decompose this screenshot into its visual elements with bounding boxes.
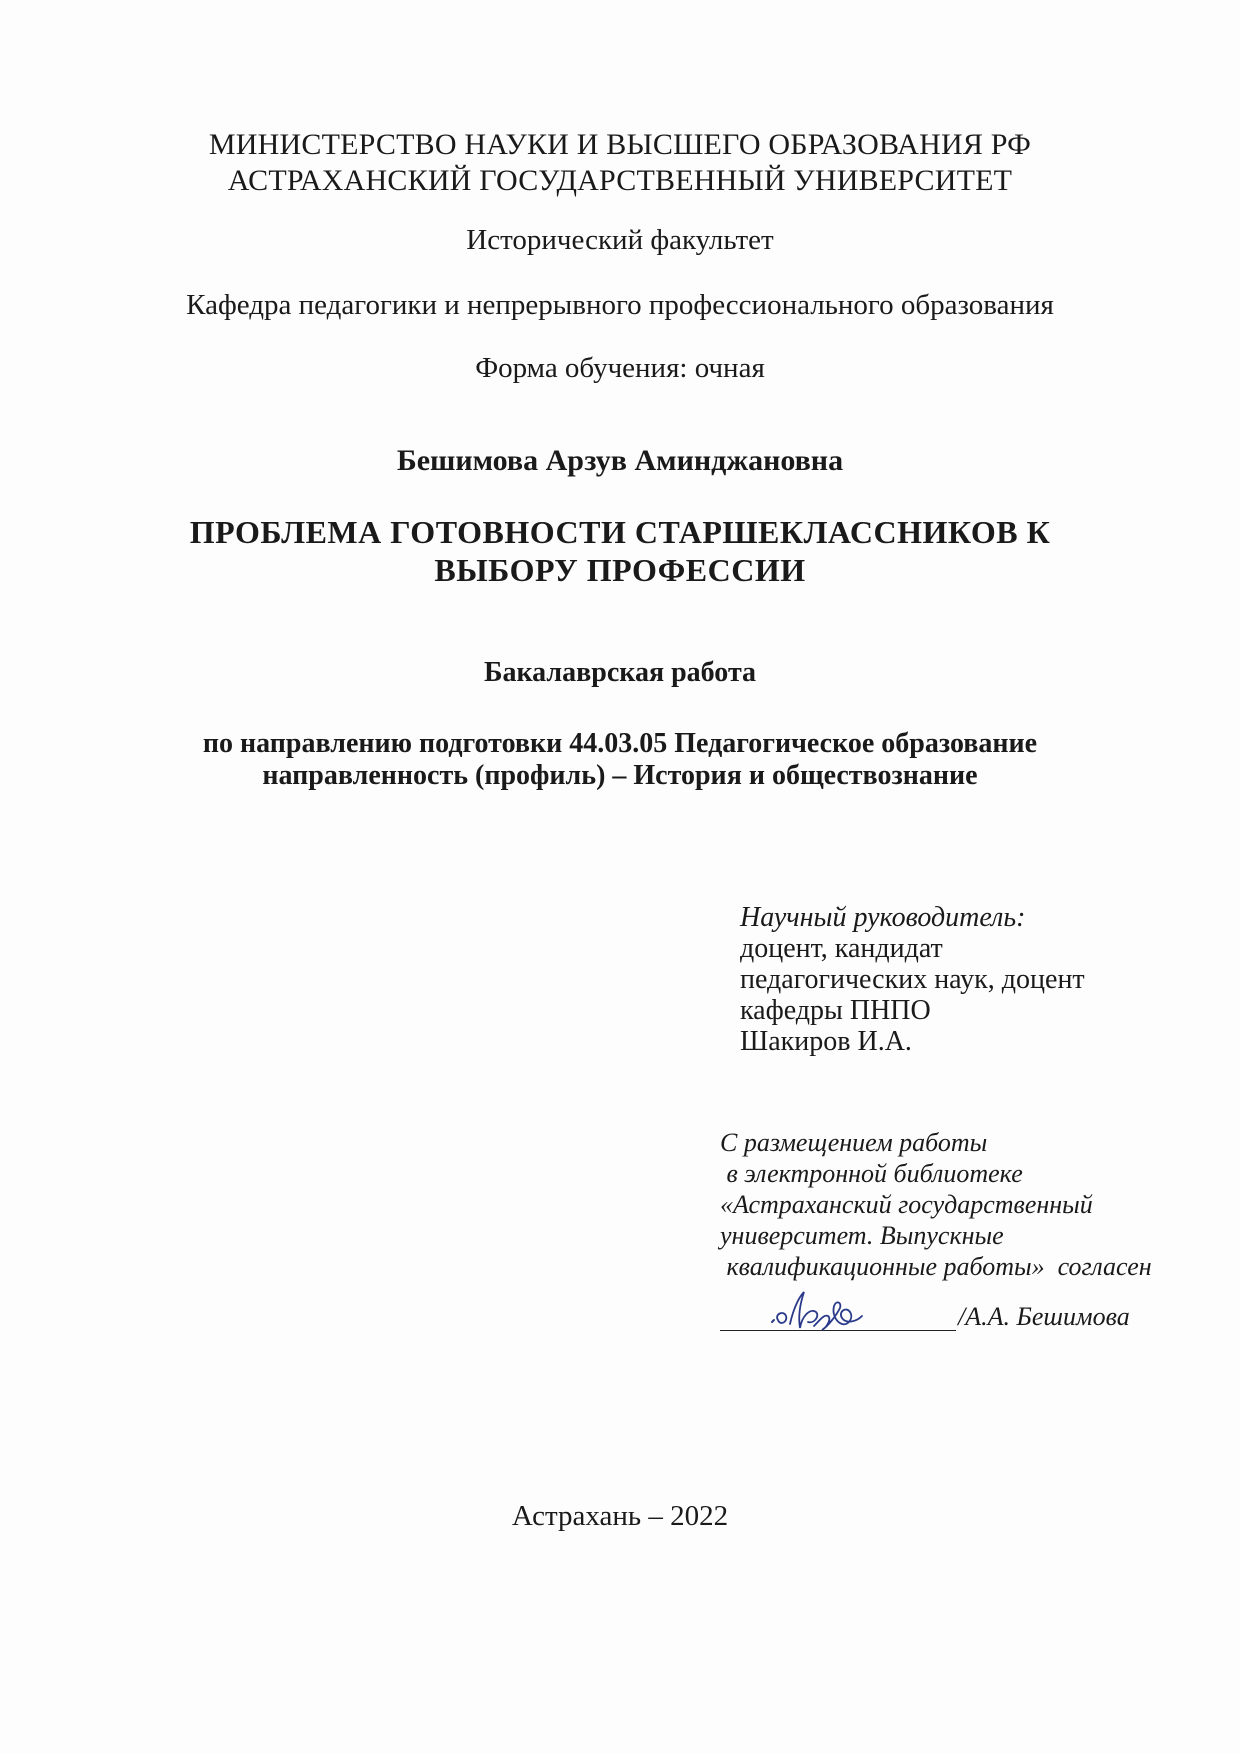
supervisor-line: кафедры ПНПО xyxy=(740,995,931,1026)
consent-line: университет. Выпускные xyxy=(720,1221,1004,1250)
university-name: АСТРАХАНСКИЙ ГОСУДАРСТВЕННЫЙ УНИВЕРСИТЕТ xyxy=(227,164,1013,197)
consent-block xyxy=(720,1127,1152,1282)
department-name: Кафедра педагогики и непрерывного профессионального образования xyxy=(186,289,1054,321)
handwritten-signature xyxy=(770,1286,880,1342)
supervisor-block xyxy=(740,902,1085,1057)
supervisor-line: Шакиров И.А. xyxy=(740,1026,912,1057)
study-form: Форма обучения: очная xyxy=(475,352,765,384)
consent-line: в электронной библиотеке xyxy=(720,1159,1023,1188)
consent-line: «Астраханский государственный xyxy=(720,1190,1093,1219)
supervisor-heading: Научный руководитель: xyxy=(740,902,1026,933)
ministry-name: МИНИСТЕРСТВО НАУКИ И ВЫСШЕГО ОБРАЗОВАНИЯ РФ xyxy=(208,128,1032,161)
work-type: Бакалаврская работа xyxy=(483,657,757,688)
city-year: Астрахань – 2022 xyxy=(511,1500,729,1532)
direction-line-2: направленность (профиль) – История и обществознание xyxy=(262,760,978,791)
consent-line: С размещением работы xyxy=(720,1128,988,1157)
thesis-title-line-2: ВЫБОРУ ПРОФЕССИИ xyxy=(434,552,806,588)
author-name: Бешимова Арзув Аминджановна xyxy=(396,444,844,477)
direction-line-1: по направлению подготовки 44.03.05 Педагогическое образование xyxy=(202,728,1038,759)
supervisor-line: доцент, кандидат xyxy=(740,933,943,964)
consent-line: квалификационные работы» согласен xyxy=(720,1252,1152,1281)
supervisor-line: педагогических наук, доцент xyxy=(740,964,1085,995)
signature-row xyxy=(720,1298,1140,1338)
thesis-title-line-1: ПРОБЛЕМА ГОТОВНОСТИ СТАРШЕКЛАССНИКОВ К xyxy=(189,514,1051,550)
signature-name: /А.А. Бешимова xyxy=(958,1302,1130,1331)
faculty-name: Исторический факультет xyxy=(466,224,774,256)
